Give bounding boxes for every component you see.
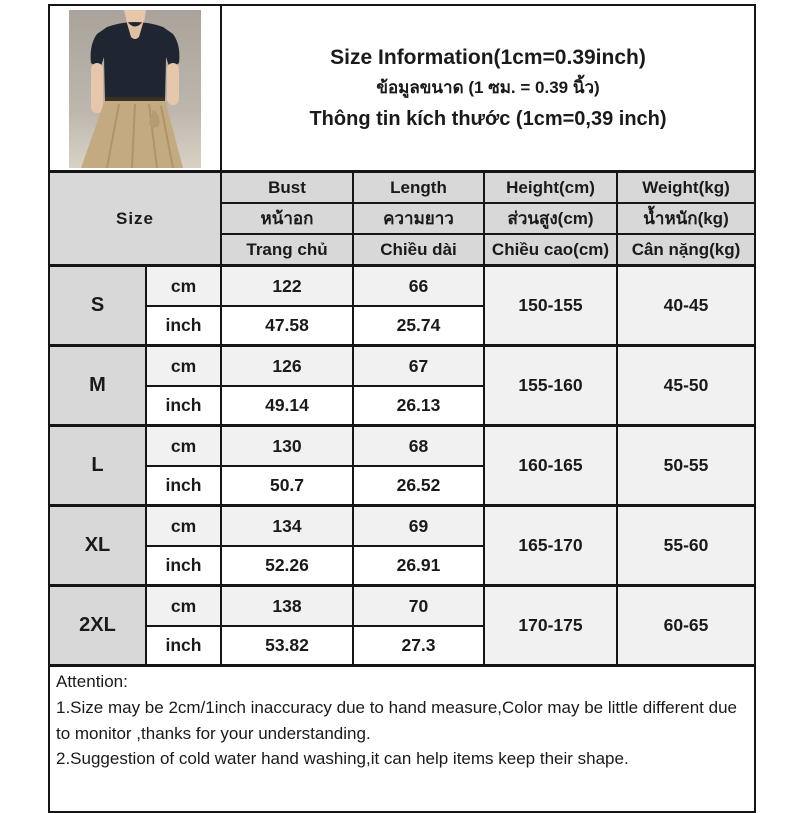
column-header-length-en: Length xyxy=(353,172,484,204)
bust-cm-value: 126 xyxy=(221,346,353,387)
bust-cm-value: 122 xyxy=(221,266,353,307)
attention-note xyxy=(49,666,755,813)
size-row-xl-cm xyxy=(49,506,755,547)
attention-line-1: 1.Size may be 2cm/1inch inaccuracy due to hand measure,Color may be little different due to monitor ,thanks for your understanding. xyxy=(56,697,737,743)
unit-label-cm: cm xyxy=(146,426,221,467)
unit-label-cm: cm xyxy=(146,346,221,387)
size-column-header: Size xyxy=(49,172,221,266)
column-header-weight-vi: Cân nặng(kg) xyxy=(617,234,755,266)
unit-label-inch: inch xyxy=(146,626,221,666)
unit-label-inch: inch xyxy=(146,386,221,426)
column-header-height-en: Height(cm) xyxy=(484,172,617,204)
height-range-value: 155-160 xyxy=(484,346,617,426)
length-inch-value: 27.3 xyxy=(353,626,484,666)
length-inch-value: 26.52 xyxy=(353,466,484,506)
length-inch-value: 25.74 xyxy=(353,306,484,346)
attention-heading: Attention: xyxy=(56,672,128,691)
title-vietnamese: Thông tin kích thước (1cm=0,39 inch) xyxy=(309,107,667,130)
size-row-m-cm xyxy=(49,346,755,387)
bust-inch-value: 49.14 xyxy=(221,386,353,426)
column-header-length-vi: Chiều dài xyxy=(353,234,484,266)
title-cell xyxy=(221,5,755,172)
length-cm-value: 66 xyxy=(353,266,484,307)
column-header-length-th: ความยาว xyxy=(353,203,484,234)
size-chart-card xyxy=(48,4,756,813)
attention-row xyxy=(49,666,755,813)
size-label-l: L xyxy=(49,426,146,506)
belt xyxy=(105,97,165,101)
height-range-value: 165-170 xyxy=(484,506,617,586)
title-english: Size Information(1cm=0.39inch) xyxy=(330,46,646,70)
bust-cm-value: 134 xyxy=(221,506,353,547)
unit-label-inch: inch xyxy=(146,546,221,586)
unit-label-inch: inch xyxy=(146,466,221,506)
size-information-table xyxy=(48,4,756,813)
weight-range-value: 60-65 xyxy=(617,586,755,666)
column-header-bust-th: หน้าอก xyxy=(221,203,353,234)
column-header-height-vi: Chiều cao(cm) xyxy=(484,234,617,266)
size-row-2xl-cm xyxy=(49,586,755,627)
size-label-2xl: 2XL xyxy=(49,586,146,666)
size-row-l-cm xyxy=(49,426,755,467)
length-cm-value: 70 xyxy=(353,586,484,627)
bust-inch-value: 53.82 xyxy=(221,626,353,666)
header-row-english xyxy=(49,172,755,204)
model-left-arm xyxy=(91,63,103,113)
bust-cm-value: 130 xyxy=(221,426,353,467)
length-cm-value: 68 xyxy=(353,426,484,467)
size-label-m: M xyxy=(49,346,146,426)
size-row-s-cm xyxy=(49,266,755,307)
length-cm-value: 69 xyxy=(353,506,484,547)
weight-range-value: 45-50 xyxy=(617,346,755,426)
column-header-bust-vi: Trang chủ xyxy=(221,234,353,266)
unit-label-cm: cm xyxy=(146,506,221,547)
attention-line-2: 2.Suggestion of cold water hand washing,it can help items keep their shape. xyxy=(56,749,629,769)
weight-range-value: 40-45 xyxy=(617,266,755,346)
unit-label-inch: inch xyxy=(146,306,221,346)
title-thai: ข้อมูลขนาด (1 ซม. = 0.39 นิ้ว) xyxy=(376,78,600,98)
length-cm-value: 67 xyxy=(353,346,484,387)
model-outfit-illustration xyxy=(69,10,201,168)
weight-range-value: 55-60 xyxy=(617,506,755,586)
column-header-weight-en: Weight(kg) xyxy=(617,172,755,204)
length-inch-value: 26.13 xyxy=(353,386,484,426)
product-photo-cell xyxy=(49,5,221,172)
product-photo xyxy=(69,10,201,168)
unit-label-cm: cm xyxy=(146,586,221,627)
height-range-value: 170-175 xyxy=(484,586,617,666)
bust-inch-value: 50.7 xyxy=(221,466,353,506)
unit-label-cm: cm xyxy=(146,266,221,307)
size-label-s: S xyxy=(49,266,146,346)
photo-title-row xyxy=(49,5,755,172)
column-header-bust-en: Bust xyxy=(221,172,353,204)
bust-inch-value: 47.58 xyxy=(221,306,353,346)
length-inch-value: 26.91 xyxy=(353,546,484,586)
height-range-value: 160-165 xyxy=(484,426,617,506)
bust-cm-value: 138 xyxy=(221,586,353,627)
bust-inch-value: 52.26 xyxy=(221,546,353,586)
weight-range-value: 50-55 xyxy=(617,426,755,506)
model-right-arm xyxy=(167,63,179,105)
column-header-height-th: ส่วนสูง(cm) xyxy=(484,203,617,234)
size-label-xl: XL xyxy=(49,506,146,586)
column-header-weight-th: น้ำหนัก(kg) xyxy=(617,203,755,234)
height-range-value: 150-155 xyxy=(484,266,617,346)
